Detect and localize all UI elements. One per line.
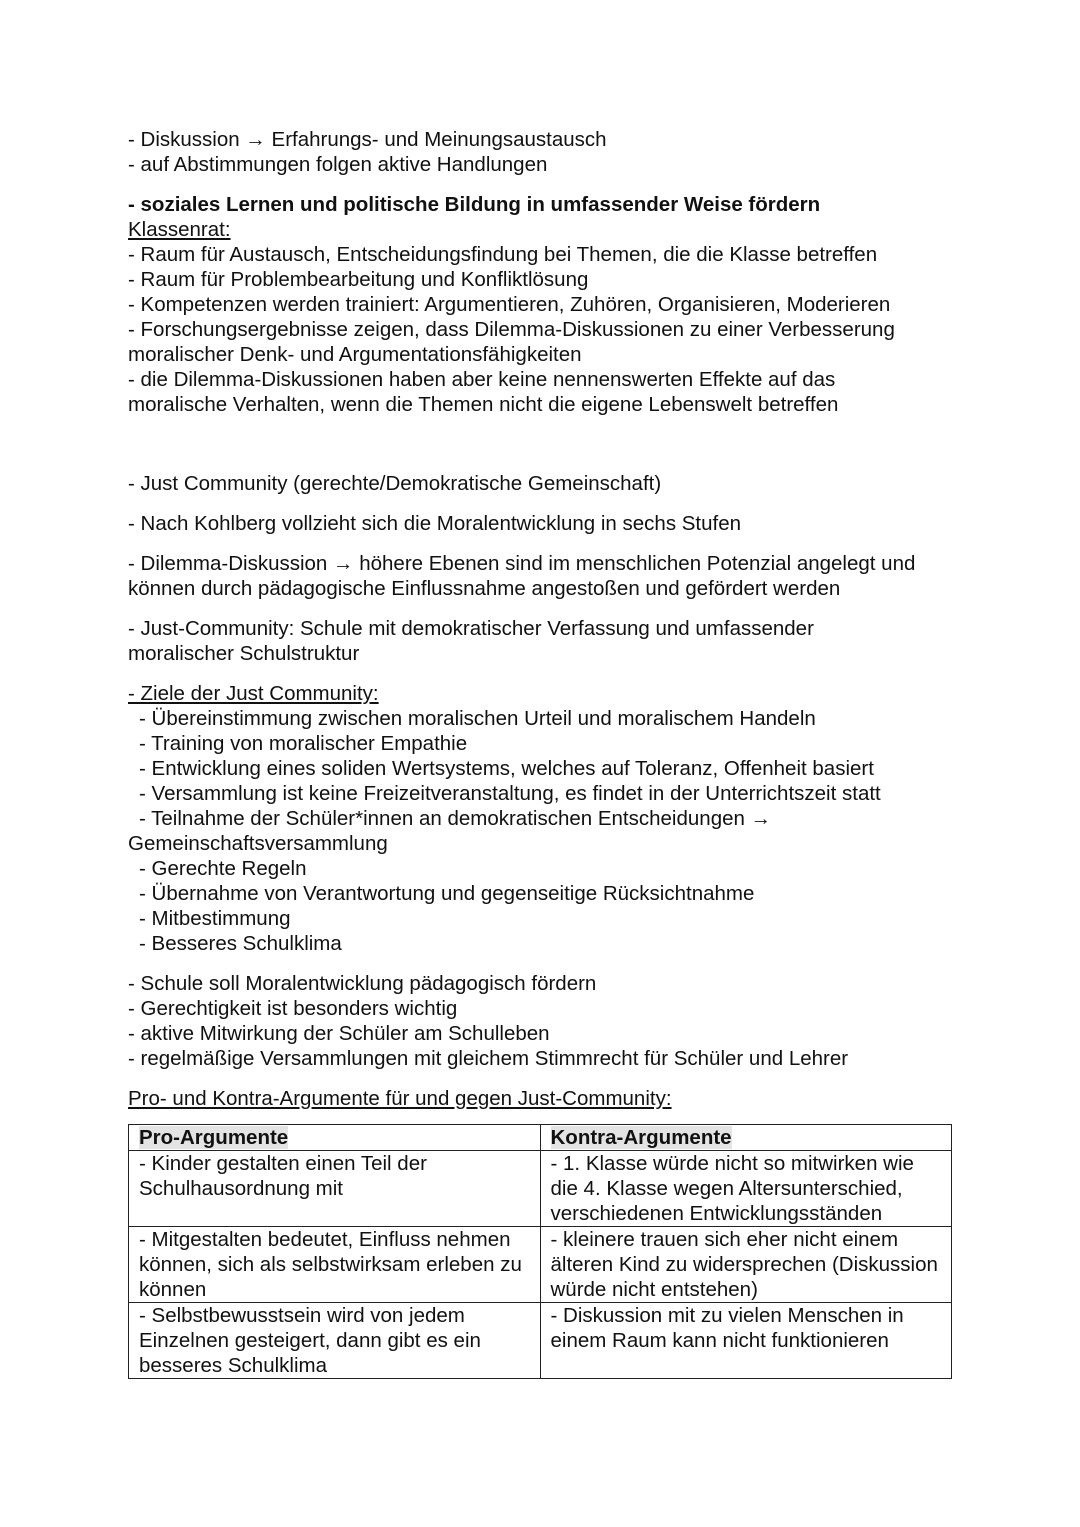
- table-row: [129, 1303, 952, 1379]
- table-title: Pro- und Kontra-Argumente für und gegen Just-Community:: [128, 1087, 672, 1110]
- section-heading: - soziales Lernen und politische Bildung in umfassender Weise fördern: [128, 193, 821, 216]
- list-item: - Übereinstimmung zwischen moralischen Urteil und moralischem Handeln: [139, 707, 816, 730]
- list-item: - Mitbestimmung: [139, 907, 291, 930]
- text-paragraph: - Dilemma-Diskussion → höhere Ebenen sind im menschlichen Potenzial angelegt und können durch pädagogische Einflussnahme angestoßen und gefördert werden: [128, 552, 916, 600]
- table-cell: - Selbstbewusstsein wird von jedem Einzelnen gesteigert, dann gibt es ein besseres Schulklima: [129, 1303, 541, 1379]
- table-header-cell: [129, 1125, 541, 1151]
- ziele-label: - Ziele der Just Community:: [128, 682, 379, 705]
- text-paragraph: - Forschungsergebnisse zeigen, dass Dilemma-Diskussionen zu einer Verbesserung moralischer Denk- und Argumentationsfähigkeiten: [128, 318, 895, 366]
- text-paragraph: - die Dilemma-Diskussionen haben aber keine nennenswerten Effekte auf das moralische Verhalten, wenn die Themen nicht die eigene Lebenswelt betreffen: [128, 368, 839, 416]
- text-line: - Raum für Problembearbeitung und Konfliktlösung: [128, 268, 589, 291]
- pro-header: Pro-Argumente: [139, 1126, 289, 1149]
- list-item: - Gerechte Regeln: [139, 857, 307, 880]
- list-item: Gemeinschaftsversammlung: [128, 832, 388, 855]
- text-line: - regelmäßige Versammlungen mit gleichem Stimmrecht für Schüler und Lehrer: [128, 1047, 849, 1070]
- text-line: - Nach Kohlberg vollzieht sich die Moralentwicklung in sechs Stufen: [128, 512, 742, 535]
- table-row: [129, 1151, 952, 1227]
- text-paragraph: - Just-Community: Schule mit demokratischer Verfassung und umfassender moralischer Schulstruktur: [128, 617, 814, 665]
- klassenrat-label: Klassenrat:: [128, 218, 231, 241]
- contra-header: Kontra-Argumente: [550, 1126, 732, 1149]
- list-item: - Versammlung ist keine Freizeitveranstaltung, es findet in der Unterrichtszeit statt: [139, 782, 881, 805]
- text-line: - auf Abstimmungen folgen aktive Handlungen: [128, 153, 548, 176]
- list-item: - Übernahme von Verantwortung und gegenseitige Rücksichtnahme: [139, 882, 755, 905]
- text-line: - Diskussion → Erfahrungs- und Meinungsaustausch: [128, 128, 607, 151]
- arguments-table: [128, 1124, 952, 1379]
- list-item: - Training von moralischer Empathie: [139, 732, 468, 755]
- table-row: [129, 1227, 952, 1303]
- table-cell: - Mitgestalten bedeutet, Einfluss nehmen können, sich als selbstwirksam erleben zu können: [129, 1227, 541, 1303]
- text-line: - Raum für Austausch, Entscheidungsfindung bei Themen, die die Klasse betreffen: [128, 243, 878, 266]
- table-cell: - kleinere trauen sich eher nicht einem älteren Kind zu widersprechen (Diskussion würde nicht entstehen): [540, 1227, 952, 1303]
- list-item: - Teilnahme der Schüler*innen an demokratischen Entscheidungen →: [139, 807, 772, 830]
- text-line: - Gerechtigkeit ist besonders wichtig: [128, 997, 458, 1020]
- table-header-cell: [540, 1125, 952, 1151]
- text-line: - Schule soll Moralentwicklung pädagogisch fördern: [128, 972, 597, 995]
- list-item: - Besseres Schulklima: [139, 932, 342, 955]
- text-line: - Just Community (gerechte/Demokratische Gemeinschaft): [128, 472, 662, 495]
- table-cell: - 1. Klasse würde nicht so mitwirken wie die 4. Klasse wegen Altersunterschied, verschiedenen Entwicklungsständen: [540, 1151, 952, 1227]
- list-item: - Entwicklung eines soliden Wertsystems, welches auf Toleranz, Offenheit basiert: [139, 757, 874, 780]
- table-header-row: [129, 1125, 952, 1151]
- table-cell: - Diskussion mit zu vielen Menschen in einem Raum kann nicht funktionieren: [540, 1303, 952, 1379]
- text-line: - Kompetenzen werden trainiert: Argumentieren, Zuhören, Organisieren, Moderieren: [128, 293, 891, 316]
- document-page: [128, 127, 958, 1111]
- table-cell: - Kinder gestalten einen Teil der Schulhausordnung mit: [129, 1151, 541, 1227]
- text-line: - aktive Mitwirkung der Schüler am Schulleben: [128, 1022, 550, 1045]
